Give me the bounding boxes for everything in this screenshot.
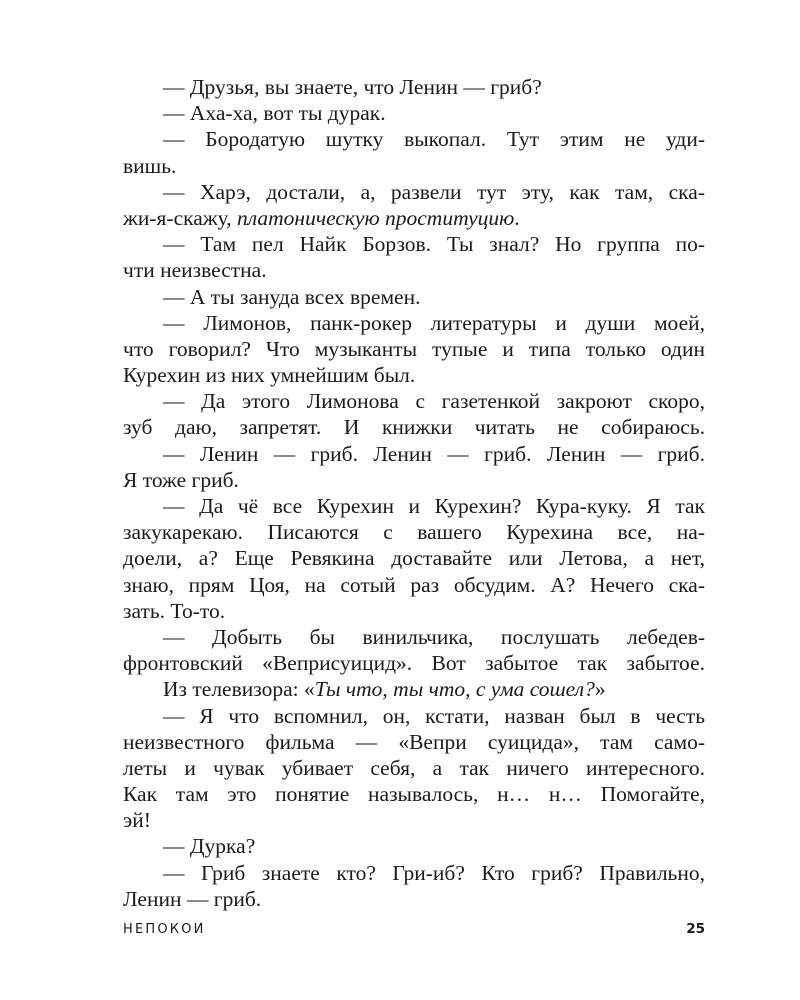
text-line: — Дурка? — [163, 834, 256, 859]
italic-text-run: платоническую проституцию — [236, 205, 515, 230]
text-run: жи-я-скажу, — [123, 205, 237, 230]
text-line: — Там пел Найк Борзов. Ты знал? Но группа по- — [163, 232, 705, 257]
text-line: зать. То-то. — [123, 598, 226, 623]
text-line: чти неизвестна. — [123, 258, 267, 283]
text-line: — Аха-ха, вот ты дурак. — [163, 101, 386, 126]
text-line: леты и чувак убивает себя, а так ничего интересного. — [123, 755, 705, 780]
body-text — [123, 74, 705, 912]
text-run: » — [594, 677, 606, 702]
text-line: зуб даю, запретят. И книжки читать не собираюсь. — [123, 415, 705, 440]
text-line: фронтовский «Веприсуицид». Вот забытое так забытое. — [123, 651, 705, 676]
text-line: знаю, прям Цоя, на сотый раз обсудим. А? Нечего ска- — [123, 572, 705, 597]
text-line: — Добыть бы винильчика, послушать лебедев- — [163, 624, 705, 649]
text-line: — Да чё все Курехин и Курехин? Кура-куку. Я так — [163, 494, 705, 518]
text-line: — Бородатую шутку выкопал. Тут этим не уди- — [163, 127, 705, 152]
text-line: что говорил? Что музыканты тупые и типа только один — [123, 336, 705, 361]
page-number: 25 — [686, 921, 705, 937]
text-line: — Лимонов, панк-рокер литературы и души моей, — [163, 310, 705, 335]
italic-text-run: Ты что, ты что, с ума сошел? — [314, 677, 595, 702]
text-line: доели, а? Еще Ревякина доставайте или Летова, а нет, — [123, 546, 705, 571]
text-line: — Друзья, вы знаете, что Ленин — гриб? — [163, 75, 542, 99]
text-line: — Да этого Лимонова с газетенкой закроют скоро, — [163, 389, 705, 414]
running-footer-title: НЕПОКОИ — [123, 922, 206, 937]
text-line — [123, 205, 705, 231]
text-line: — Харэ, достали, а, развели тут эту, как там, ска- — [163, 179, 705, 204]
text-line: Курехин из них умнейшим был. — [123, 363, 416, 388]
text-line: неизвестного фильма — «Вепри суицида», там само- — [123, 729, 705, 754]
text-line: Как там это понятие называлось, н… н… Помогайте, — [123, 782, 705, 807]
text-line: — Гриб знаете кто? Гри-иб? Кто гриб? Правильно, — [163, 860, 705, 885]
text-run: . — [514, 205, 520, 230]
text-line: Я тоже гриб. — [123, 467, 239, 492]
text-line: вишь. — [123, 153, 177, 178]
text-line: Ленин — гриб. — [123, 886, 262, 911]
text-line: — А ты зануда всех времен. — [163, 284, 421, 309]
text-line: закукарекаю. Писаются с вашего Курехина все, на- — [123, 520, 705, 545]
text-line: эй! — [123, 808, 151, 833]
text-line: — Я что вспомнил, он, кстати, назван был в честь — [163, 703, 705, 728]
text-line — [123, 676, 705, 702]
text-run: Из телевизора: « — [163, 677, 315, 702]
text-line: — Ленин — гриб. Ленин — гриб. Ленин — гриб. — [163, 441, 705, 466]
